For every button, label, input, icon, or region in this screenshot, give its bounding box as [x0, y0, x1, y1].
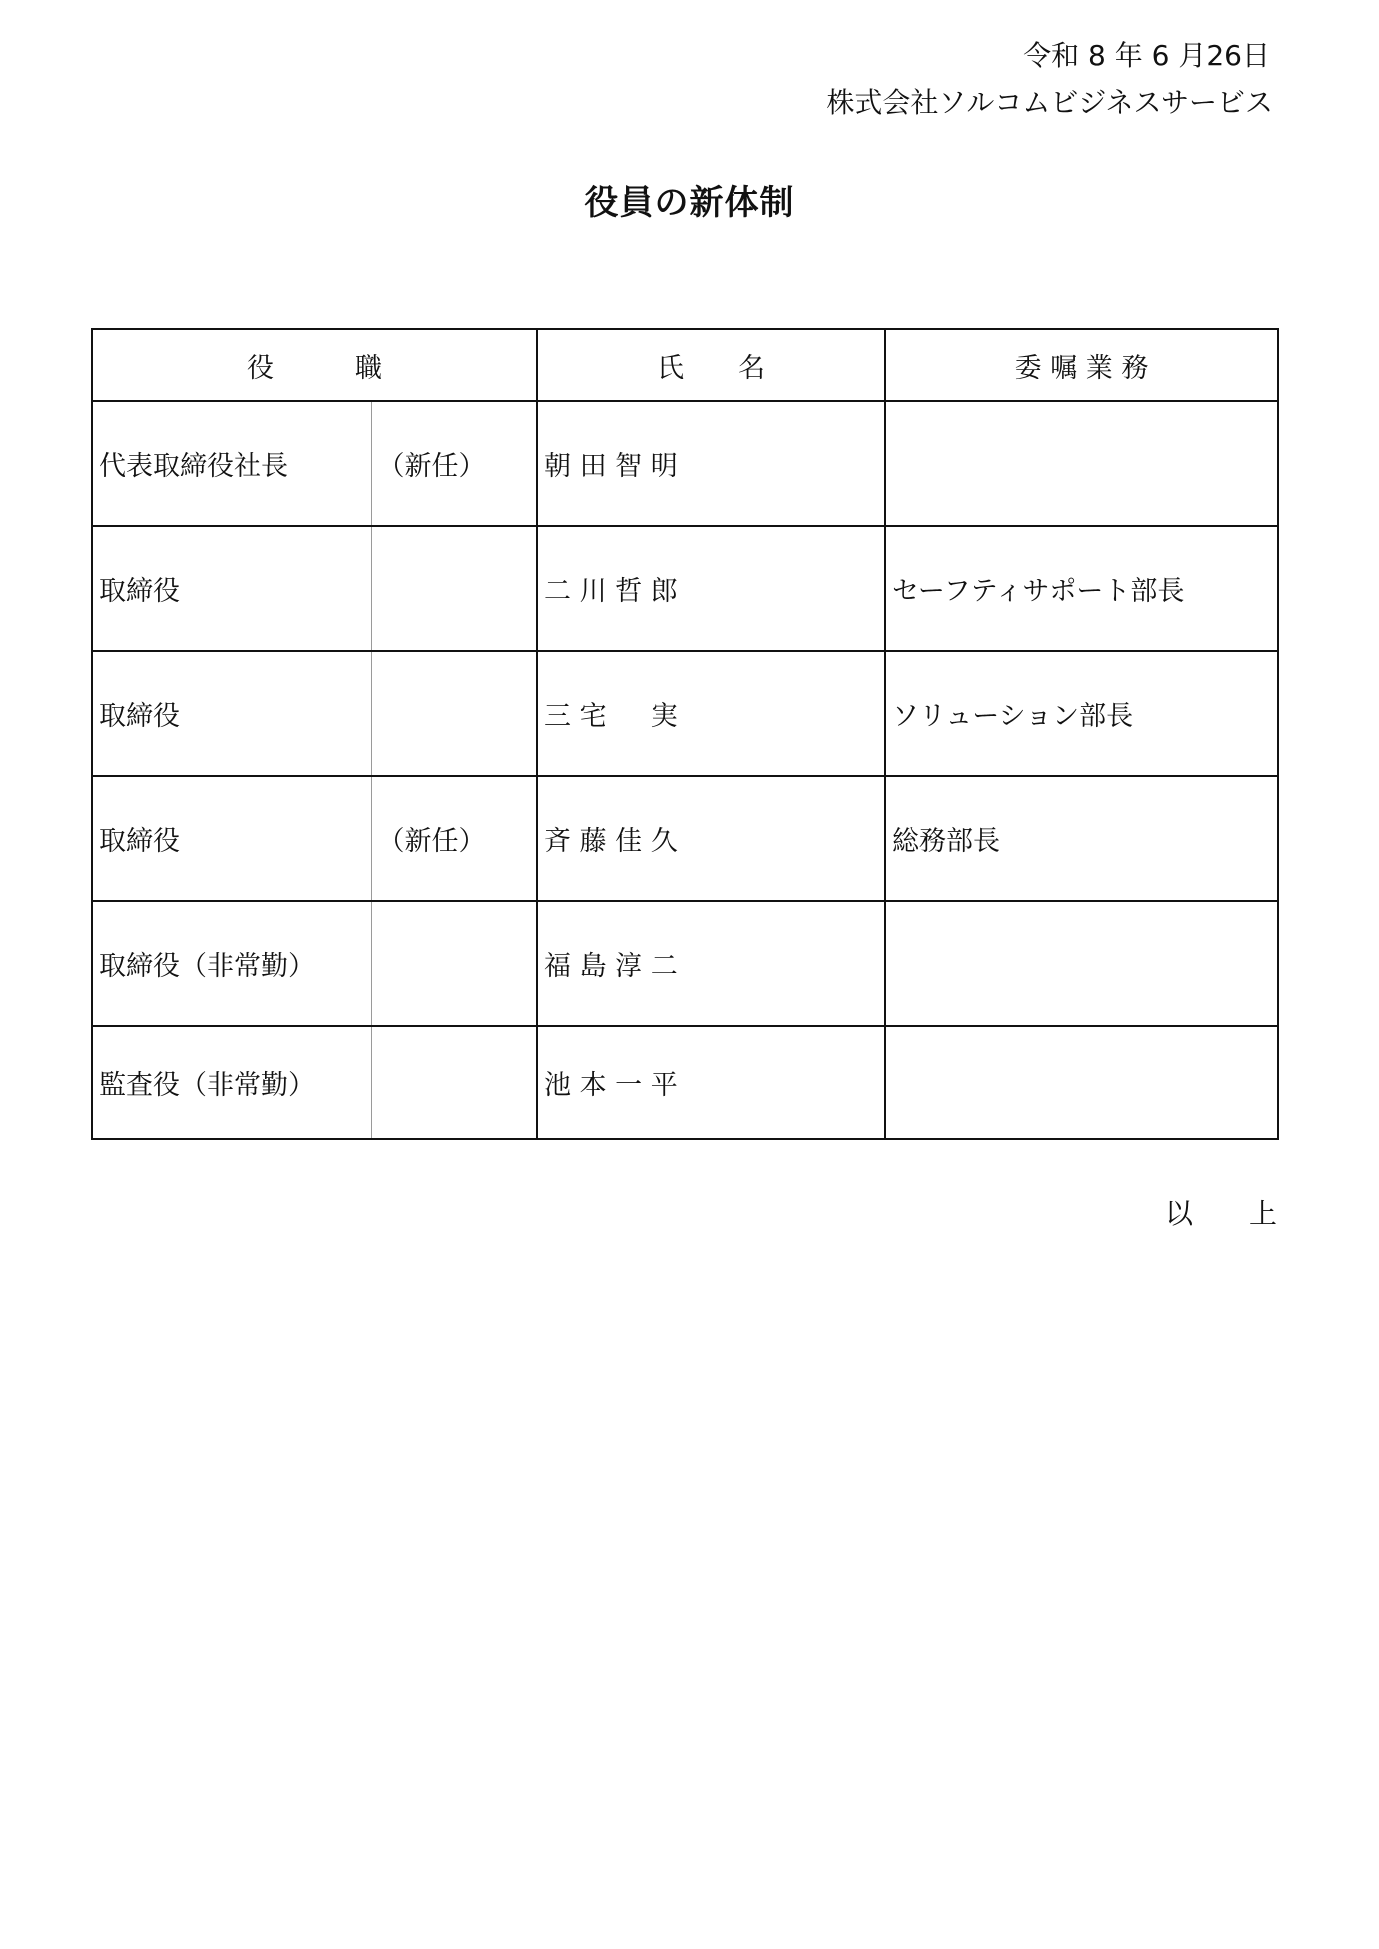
officers-table — [91, 328, 1279, 1140]
officer-duty: 総務部長 — [885, 776, 1278, 901]
officer-position: 取締役 — [92, 526, 371, 651]
officer-note — [371, 1026, 537, 1139]
table-row — [92, 901, 1278, 1026]
officer-name: 朝 田 智 明 — [537, 401, 885, 526]
officer-name: 福 島 淳 二 — [537, 901, 885, 1026]
table-row — [92, 401, 1278, 526]
officer-name: 三 宅 実 — [537, 651, 885, 776]
officer-duty — [885, 1026, 1278, 1139]
officer-name: 二 川 哲 郎 — [537, 526, 885, 651]
officer-duty — [885, 901, 1278, 1026]
officer-position: 監査役（非常勤） — [92, 1026, 371, 1139]
officer-position: 取締役 — [92, 651, 371, 776]
officer-note: （新任） — [371, 776, 537, 901]
officer-position: 代表取締役社長 — [92, 401, 371, 526]
officer-name: 斉 藤 佳 久 — [537, 776, 885, 901]
officer-duty: ソリューション部長 — [885, 651, 1278, 776]
officer-note — [371, 901, 537, 1026]
table-row — [92, 1026, 1278, 1139]
closing-remark: 以 上 — [1164, 1197, 1277, 1230]
header-name: 氏 名 — [537, 329, 885, 401]
officer-note — [371, 526, 537, 651]
header-duty: 委 嘱 業 務 — [885, 329, 1278, 401]
document-date: 令和 8 年 6 月26日 — [1023, 39, 1270, 72]
table-row — [92, 651, 1278, 776]
table-row — [92, 776, 1278, 901]
document-title: 役員の新体制 — [584, 183, 795, 223]
officer-position: 取締役（非常勤） — [92, 901, 371, 1026]
company-name: 株式会社ソルコムビジネスサービス — [826, 86, 1273, 119]
officer-duty — [885, 401, 1278, 526]
officer-position: 取締役 — [92, 776, 371, 901]
officer-note — [371, 651, 537, 776]
header-position: 役 職 — [92, 329, 537, 401]
officer-duty: セーフティサポート部長 — [885, 526, 1278, 651]
table-row — [92, 526, 1278, 651]
officer-note: （新任） — [371, 401, 537, 526]
table-header-row — [92, 329, 1278, 401]
officer-name: 池 本 一 平 — [537, 1026, 885, 1139]
